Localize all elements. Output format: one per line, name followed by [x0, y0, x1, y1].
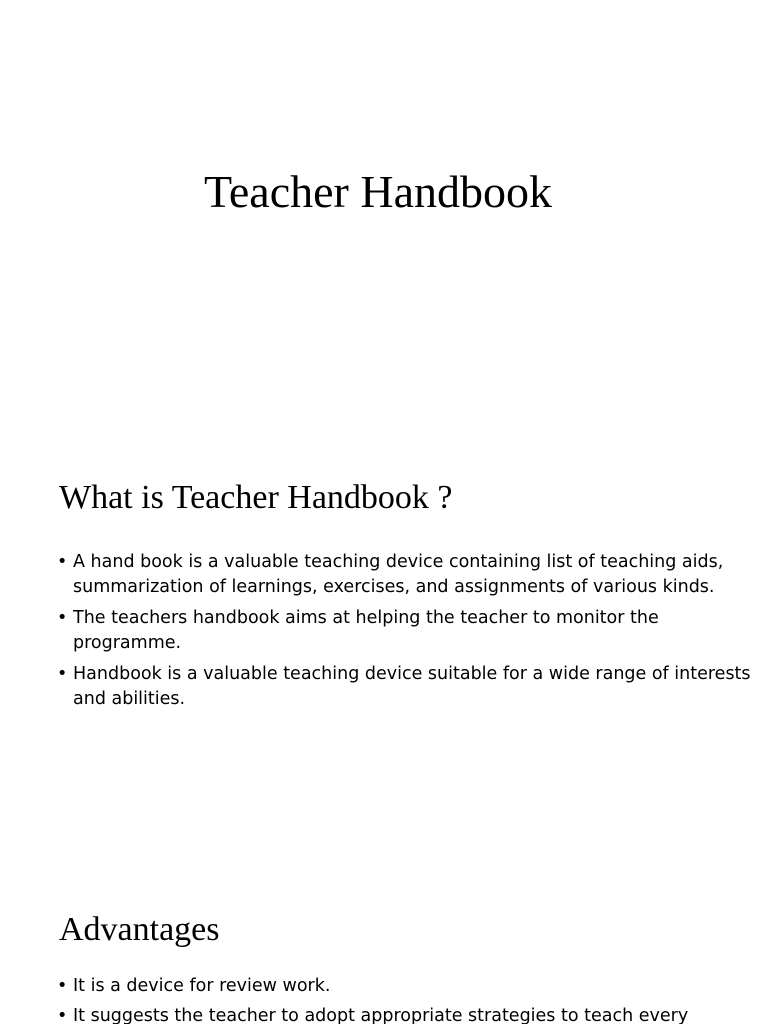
advantages-slide — [0, 864, 768, 1024]
document-title: Teacher Handbook — [203, 166, 552, 217]
bullet-item: • The teachers handbook aims at helping the teacher to monitor the programme. — [57, 606, 757, 655]
definition-slide — [0, 432, 768, 864]
bullet-item: • It suggests the teacher to adopt appropriate strategies to teach every — [57, 1004, 768, 1024]
title-slide — [0, 0, 768, 432]
bullet-list — [57, 974, 768, 1024]
section-heading: What is Teacher Handbook ? — [59, 479, 453, 516]
section-heading: Advantages — [59, 911, 220, 948]
bullet-list — [57, 550, 757, 718]
bullet-item: • Handbook is a valuable teaching device suitable for a wide range of interests and abilities. — [57, 662, 757, 711]
bullet-item: • A hand book is a valuable teaching device containing list of teaching aids, summarization of learnings, exercises, and assignments of various kinds. — [57, 550, 757, 599]
bullet-item: • It is a device for review work. — [57, 974, 768, 999]
